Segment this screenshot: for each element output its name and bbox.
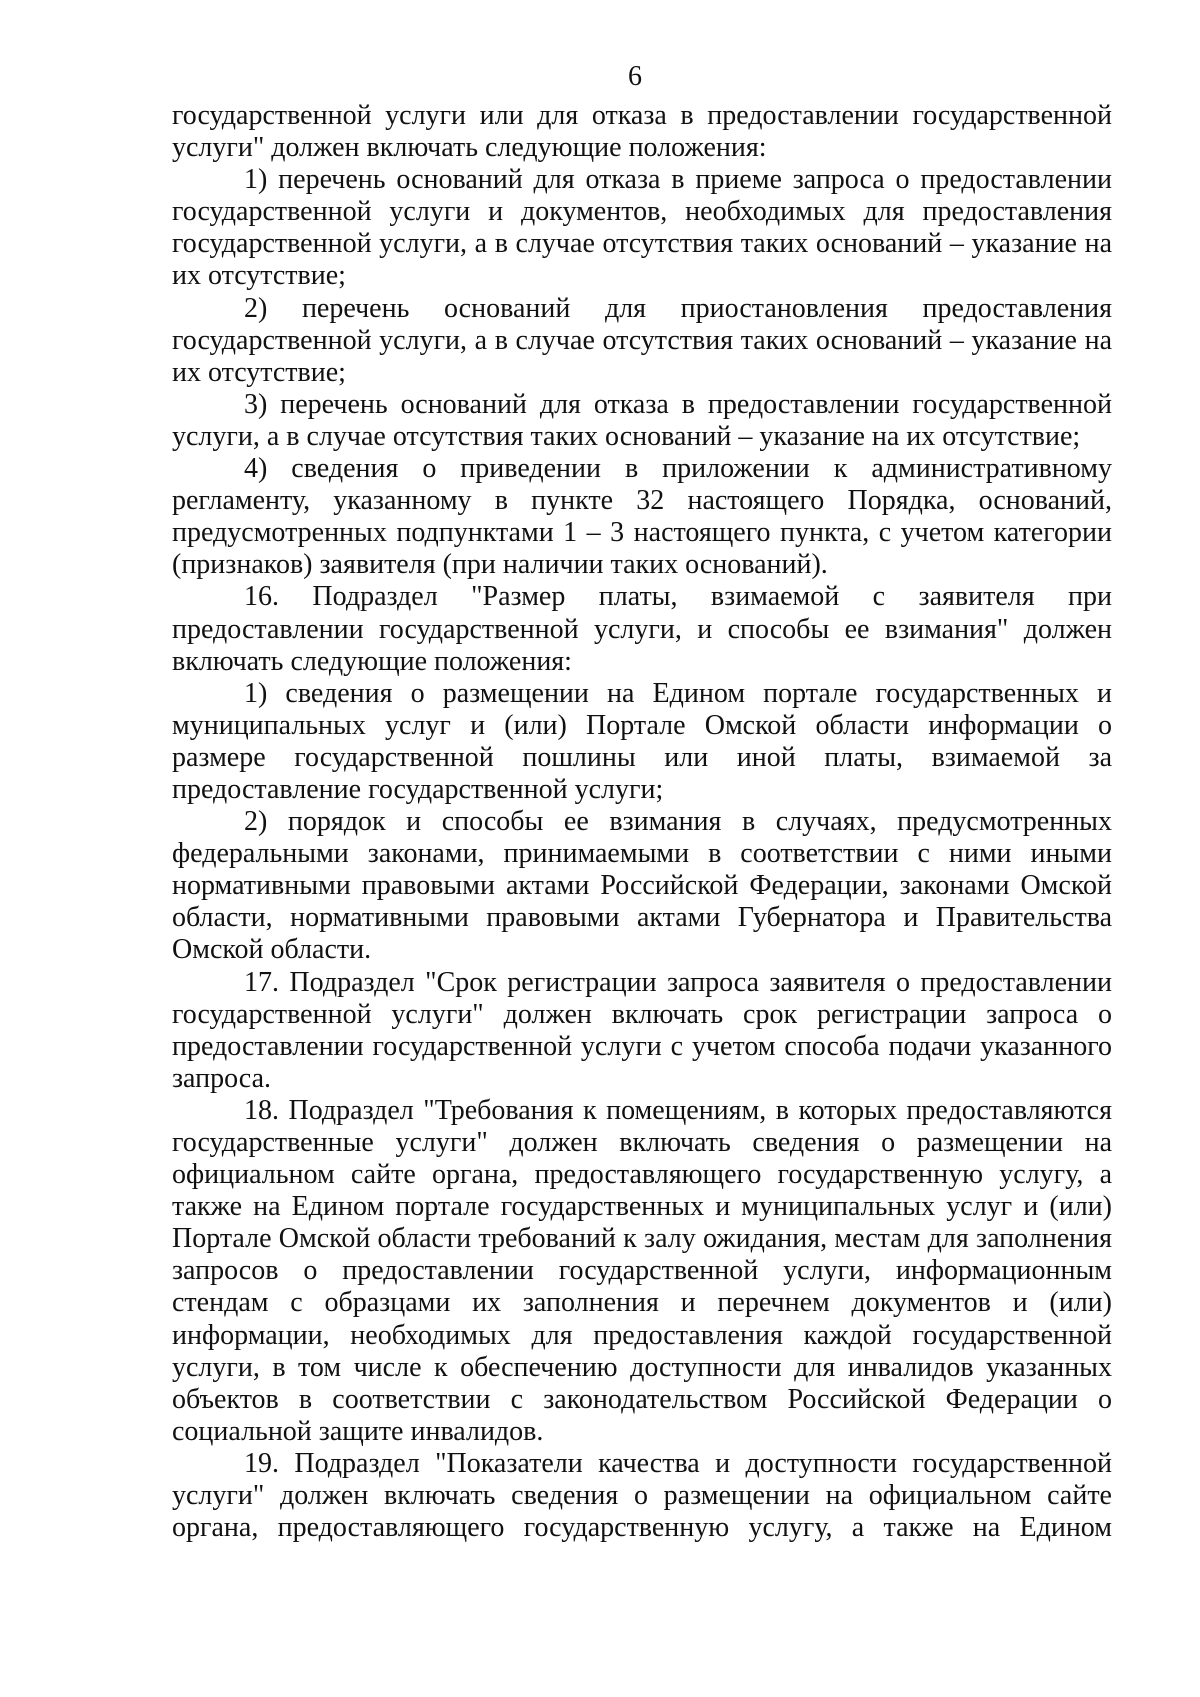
paragraph-item-2: 2) перечень оснований для приостановления предоставления государственной услуги, а в случае отсутствия таких оснований – указание на их отсутствие;: [172, 292, 1112, 388]
paragraph-section-16: 16. Подраздел "Размер платы, взимаемой с заявителя при предоставлении государственной услуги, и способы ее взимания" должен включать следующие положения:: [172, 581, 1112, 677]
paragraph-section-16-item-1: 1) сведения о размещении на Едином портале государственных и муниципальных услуг и (или) Портале Омской области информации о размере государственной пошлины или иной платы, взимаемой за предоставление государственной услуги;: [172, 677, 1112, 805]
paragraph-section-19: 19. Подраздел "Показатели качества и доступности государственной услуги" должен включать сведения о размещении на официальном сайте органа, предоставляющего государственную услугу, а также на Едином: [172, 1447, 1112, 1544]
paragraph-continuation: государственной услуги или для отказа в предоставлении государственной услуги" должен включать следующие положения:: [172, 100, 1112, 164]
paragraph-item-1: 1) перечень оснований для отказа в приеме запроса о предоставлении государственной услуги и документов, необходимых для предоставления государственной услуги, а в случае отсутствия таких оснований – указание на их отсутствие;: [172, 164, 1112, 292]
paragraph-item-3: 3) перечень оснований для отказа в предоставлении государственной услуги, а в случае отсутствия таких оснований – указание на их отсутствие;: [172, 388, 1112, 452]
paragraph-item-4: 4) сведения о приведении в приложении к административному регламенту, указанному в пункте 32 настоящего Порядка, оснований, предусмотренных подпунктами 1 – 3 настоящего пункта, с учетом категории (признаков) заявителя (при наличии таких оснований).: [172, 453, 1112, 581]
document-body: [172, 100, 1112, 1544]
page-number: 6: [628, 61, 642, 92]
paragraph-section-16-item-2: 2) порядок и способы ее взимания в случаях, предусмотренных федеральными законами, принимаемыми в соответствии с ними иными нормативными правовыми актами Российской Федерации, законами Омской области, нормативными правовыми актами Губернатора и Правительства Омской области.: [172, 806, 1112, 966]
paragraph-section-17: 17. Подраздел "Срок регистрации запроса заявителя о предоставлении государственной услуги" должен включать срок регистрации запроса о предоставлении государственной услуги с учетом способа подачи указанного запроса.: [172, 966, 1112, 1094]
paragraph-section-18: 18. Подраздел "Требования к помещениям, в которых предоставляются государственные услуги" должен включать сведения о размещении на официальном сайте органа, предоставляющего государственную услугу, а также на Едином портале государственных и муниципальных услуг и (или) Портале Омской области требований к залу ожидания, местам для заполнения запросов о предоставлении государственной услуги, информационным стендам с образцами их заполнения и перечнем документов и (или) информации, необходимых для предоставления каждой государственной услуги, в том числе к обеспечению доступности для инвалидов указанных объектов в соответствии с законодательством Российской Федерации о социальной защите инвалидов.: [172, 1094, 1112, 1447]
